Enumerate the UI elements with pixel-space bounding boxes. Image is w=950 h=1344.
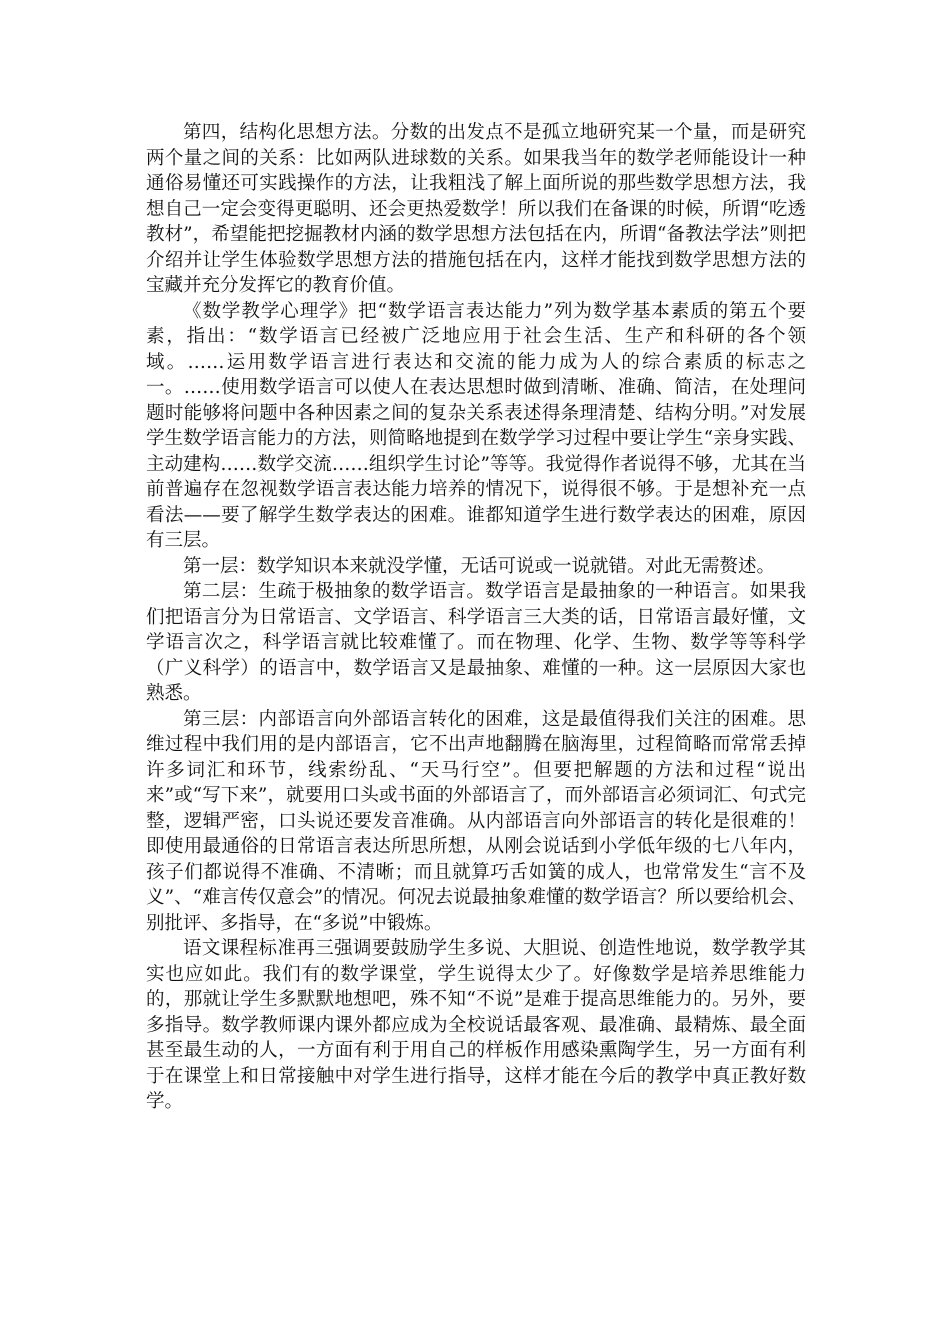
paragraph-layer-two: 第二层：生疏于极抽象的数学语言。数学语言是最抽象的一种语言。如果我们把语言分为日常语言、文学语言、科学语言三大类的话，日常语言最好懂，文学语言次之，科学语言就比较难懂了。而在物理、化学、生物、数学等等科学（广义科学）的语言中，数学语言又是最抽象、难懂的一种。这一层原因大家也熟悉。 — [146, 581, 806, 704]
paragraph-layer-one: 第一层：数学知识本来就没学懂，无话可说或一说就错。对此无需赘述。 — [183, 555, 776, 577]
paragraph-math-language-ability: 《数学教学心理学》把“数学语言表达能力”列为数学基本素质的第五个要素，指出：“数学语言已经被广泛地应用于社会生活、生产和科研的各个领域。……运用数学语言进行表达和交流的能力成为人的综合素质的标志之一。……使用数学语言可以使人在表达思想时做到清晰、准确、简洁，在处理问题时能够将问题中各种因素之间的复杂关系表述得条理清楚、结构分明。”对发展学生数学语言能力的方法，则简略地提到在数学学习过程中要让学生“亲身实践、主动建构……数学交流……组织学生讨论”等等。我觉得作者说得不够，尤其在当前普遍存在忽视数学语言表达能力培养的情况下，说得很不够。于是想补充一点看法——要了解学生数学表达的困难。谁都知道学生进行数学表达的困难，原因有三层。 — [146, 300, 806, 551]
document-body — [146, 120, 806, 1115]
paragraph-conclusion: 语文课程标准再三强调要鼓励学生多说、大胆说、创造性地说，数学教学其实也应如此。我们有的数学课堂，学生说得太少了。好像数学是培养思维能力的，那就让学生多默默地想吧，殊不知“不说”是难于提高思维能力的。另外，要多指导。数学教师课内课外都应成为全校说话最客观、最准确、最精炼、最全面甚至最生动的人，一方面有利于用自己的样板作用感染熏陶学生，另一方面有利于在课堂上和日常接触中对学生进行指导，这样才能在今后的教学中真正教好数学。 — [146, 938, 806, 1112]
paragraph-structured-thinking: 第四，结构化思想方法。分数的出发点不是孤立地研究某一个量，而是研究两个量之间的关系：比如两队进球数的关系。如果我当年的数学老师能设计一种通俗易懂还可实践操作的方法，让我粗浅了解上面所说的那些数学思想方法，我想自己一定会变得更聪明、还会更热爱数学！所以我们在备课的时候，所谓“吃透教材”，希望能把挖掘教材内涵的数学思想方法包括在内，所谓“备教法学法”则把介绍并让学生体验数学思想方法的措施包括在内，这样才能找到数学思想方法的宝藏并充分发挥它的教育价值。 — [146, 122, 806, 296]
paragraph-layer-three: 第三层：内部语言向外部语言转化的困难，这是最值得我们关注的困难。思维过程中我们用的是内部语言，它不出声地翻腾在脑海里，过程简略而常常丢掉许多词汇和环节，线索纷乱、“天马行空”。但要把解题的方法和过程“说出来”或“写下来”，就要用口头或书面的外部语言了，而外部语言必须词汇、句式完整，逻辑严密，口头说还要发音准确。从内部语言向外部语言的转化是很难的！即使用最通俗的日常语言表达所思所想，从刚会说话到小学低年级的七八年内，孩子们都说得不准确、不清晰；而且就算巧舌如簧的成人，也常常发生“言不及义”、“难言传仅意会”的情况。何况去说最抽象难懂的数学语言？所以要给机会、别批评、多指导，在“多说”中锻炼。 — [146, 708, 806, 934]
